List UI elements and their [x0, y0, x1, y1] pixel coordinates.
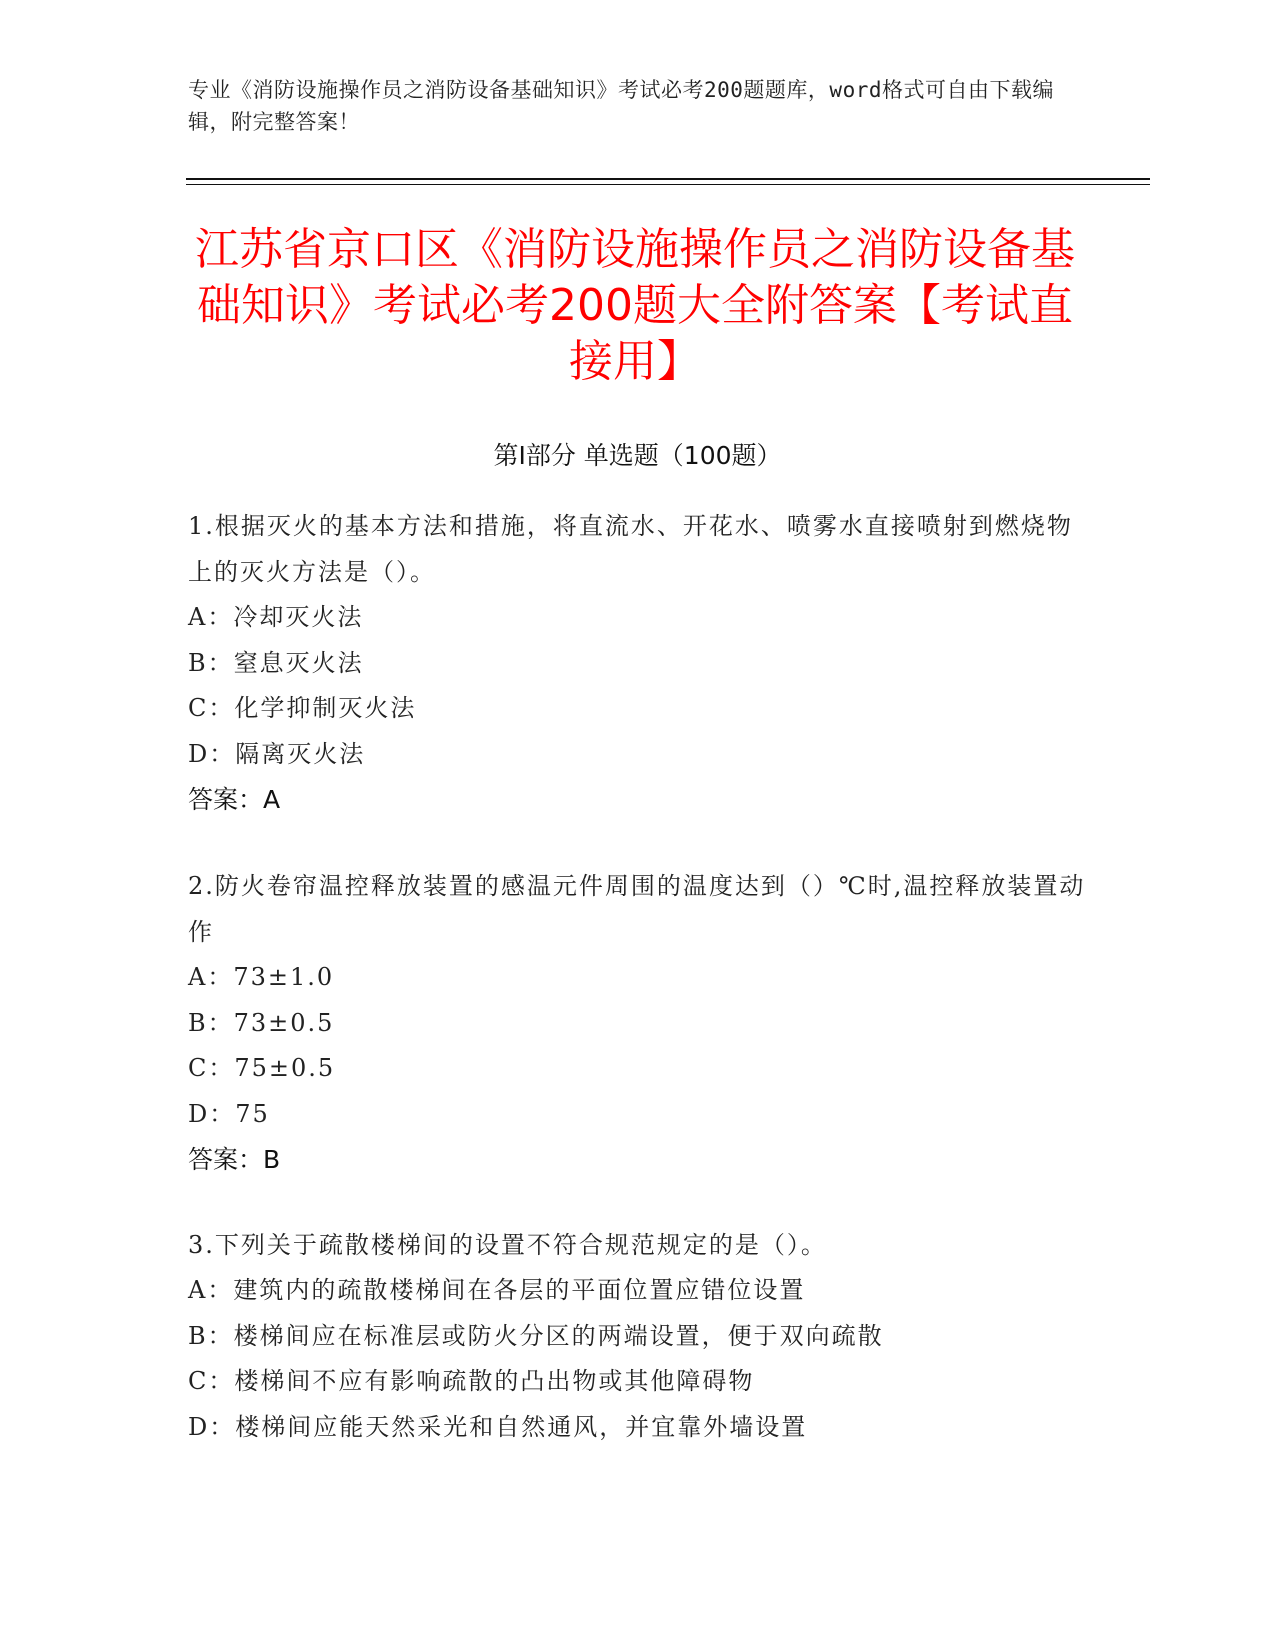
option-c: C：75±0.5	[188, 1054, 336, 1082]
question-1	[188, 503, 1088, 823]
answer: 答案：B	[188, 1145, 281, 1174]
answer: 答案：A	[188, 785, 281, 814]
option-d: D：楼梯间应能天然采光和自然通风，并宜靠外墙设置	[188, 1412, 808, 1441]
option-a: A：冷却灭火法	[188, 603, 364, 631]
question-3	[188, 1222, 1088, 1450]
question-stem: 1.根据灭火的基本方法和措施，将直流水、开花水、喷雾水直接喷射到燃烧物上的灭火方法是（）。	[188, 512, 1073, 586]
document-title: 江苏省京口区《消防设施操作员之消防设备基础知识》考试必考200题大全附答案【考试直接用】	[195, 224, 1075, 387]
option-d: D：隔离灭火法	[188, 739, 366, 768]
option-b: B：窒息灭火法	[188, 648, 364, 677]
header-divider-thin	[186, 184, 1150, 185]
header-note: 专业《消防设施操作员之消防设备基础知识》考试必考200题题库，word格式可自由下载编辑，附完整答案！	[188, 78, 1054, 134]
section-heading: 第I部分 单选题（100题）	[493, 441, 782, 470]
option-c: C：化学抑制灭火法	[188, 694, 417, 722]
option-a: A：73±1.0	[188, 963, 335, 991]
header-divider-thick	[186, 178, 1150, 180]
option-d: D：75	[188, 1099, 270, 1128]
question-stem: 3.下列关于疏散楼梯间的设置不符合规范规定的是（）。	[188, 1231, 827, 1259]
question-2	[188, 863, 1088, 1183]
option-b: B：73±0.5	[188, 1008, 335, 1037]
question-stem: 2.防火卷帘温控释放装置的感温元件周围的温度达到（）℃时,温控释放装置动作	[188, 872, 1086, 946]
option-c: C：楼梯间不应有影响疏散的凸出物或其他障碍物	[188, 1367, 755, 1395]
option-a: A：建筑内的疏散楼梯间在各层的平面位置应错位设置	[188, 1276, 806, 1304]
option-b: B：楼梯间应在标准层或防火分区的两端设置，便于双向疏散	[188, 1321, 884, 1350]
